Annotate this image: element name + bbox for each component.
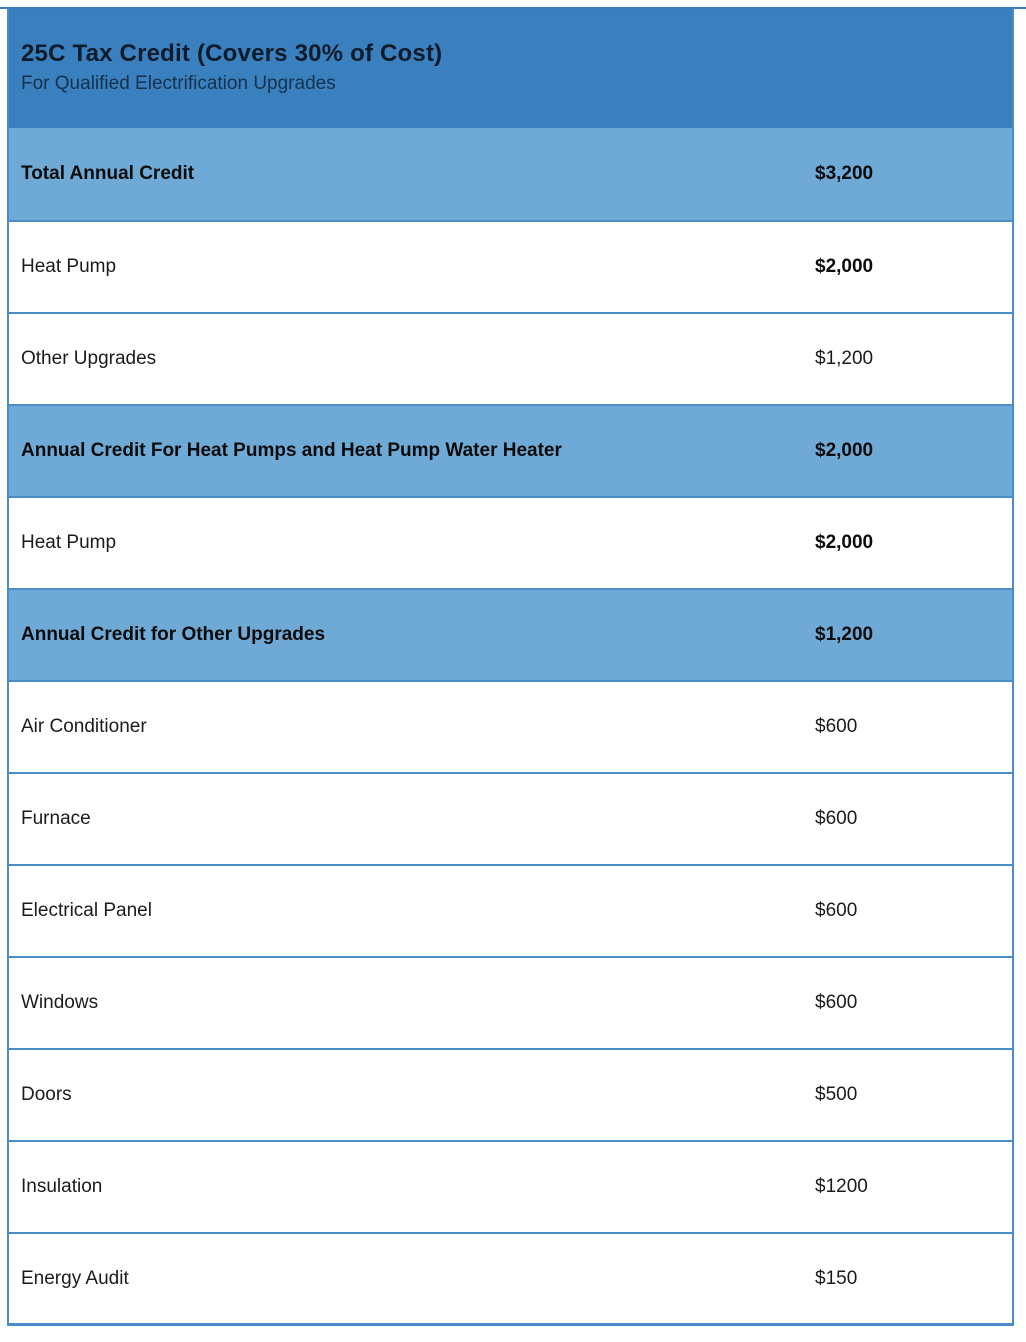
row-label: Insulation: [21, 1176, 103, 1197]
table-row-furnace: [9, 774, 1012, 866]
section-row-heat-pumps: [9, 406, 1012, 498]
row-label: Total Annual Credit: [21, 163, 195, 184]
row-value: $600: [815, 808, 858, 829]
row-value: $150: [815, 1267, 858, 1289]
row-value: $1,200: [815, 624, 874, 645]
row-value: $1200: [815, 1176, 868, 1197]
row-label: Air Conditioner: [21, 716, 147, 737]
row-label: Heat Pump: [21, 256, 117, 277]
section-row-total-annual-credit: [9, 128, 1012, 222]
table-row-energy-audit: [9, 1234, 1012, 1326]
row-label: Other Upgrades: [21, 348, 157, 369]
row-label: Energy Audit: [21, 1267, 129, 1289]
table-row-heat-pump: [9, 498, 1012, 590]
row-value: $600: [815, 716, 858, 737]
row-value: $2,000: [815, 256, 874, 277]
table-subtitle: For Qualified Electrification Upgrades: [21, 73, 336, 94]
table-row-other-upgrades: [9, 314, 1012, 406]
table-row-electrical-panel: [9, 866, 1012, 958]
section-row-other-upgrades: [9, 590, 1012, 682]
row-label: Electrical Panel: [21, 900, 152, 921]
row-value: $2,000: [815, 440, 874, 461]
row-value: $1,200: [815, 348, 874, 369]
row-value: $2,000: [815, 532, 874, 553]
row-value: $600: [815, 992, 858, 1013]
table-header: [9, 9, 1012, 128]
row-value: $600: [815, 900, 858, 921]
table-row-doors: [9, 1050, 1012, 1142]
row-label: Annual Credit for Other Upgrades: [21, 624, 326, 645]
table-row-insulation: [9, 1142, 1012, 1234]
table-row-heat-pump: [9, 222, 1012, 314]
row-label: Heat Pump: [21, 532, 117, 553]
row-label: Annual Credit For Heat Pumps and Heat Pump Water Heater: [21, 440, 562, 461]
row-label: Furnace: [21, 808, 91, 829]
row-value: $500: [815, 1084, 858, 1105]
table-row-windows: [9, 958, 1012, 1050]
table-row-air-conditioner: [9, 682, 1012, 774]
row-label: Windows: [21, 992, 99, 1013]
table-title: 25C Tax Credit (Covers 30% of Cost): [21, 40, 443, 67]
row-value: $3,200: [815, 163, 874, 184]
row-label: Doors: [21, 1084, 72, 1105]
tax-credit-table: [7, 9, 1014, 1326]
